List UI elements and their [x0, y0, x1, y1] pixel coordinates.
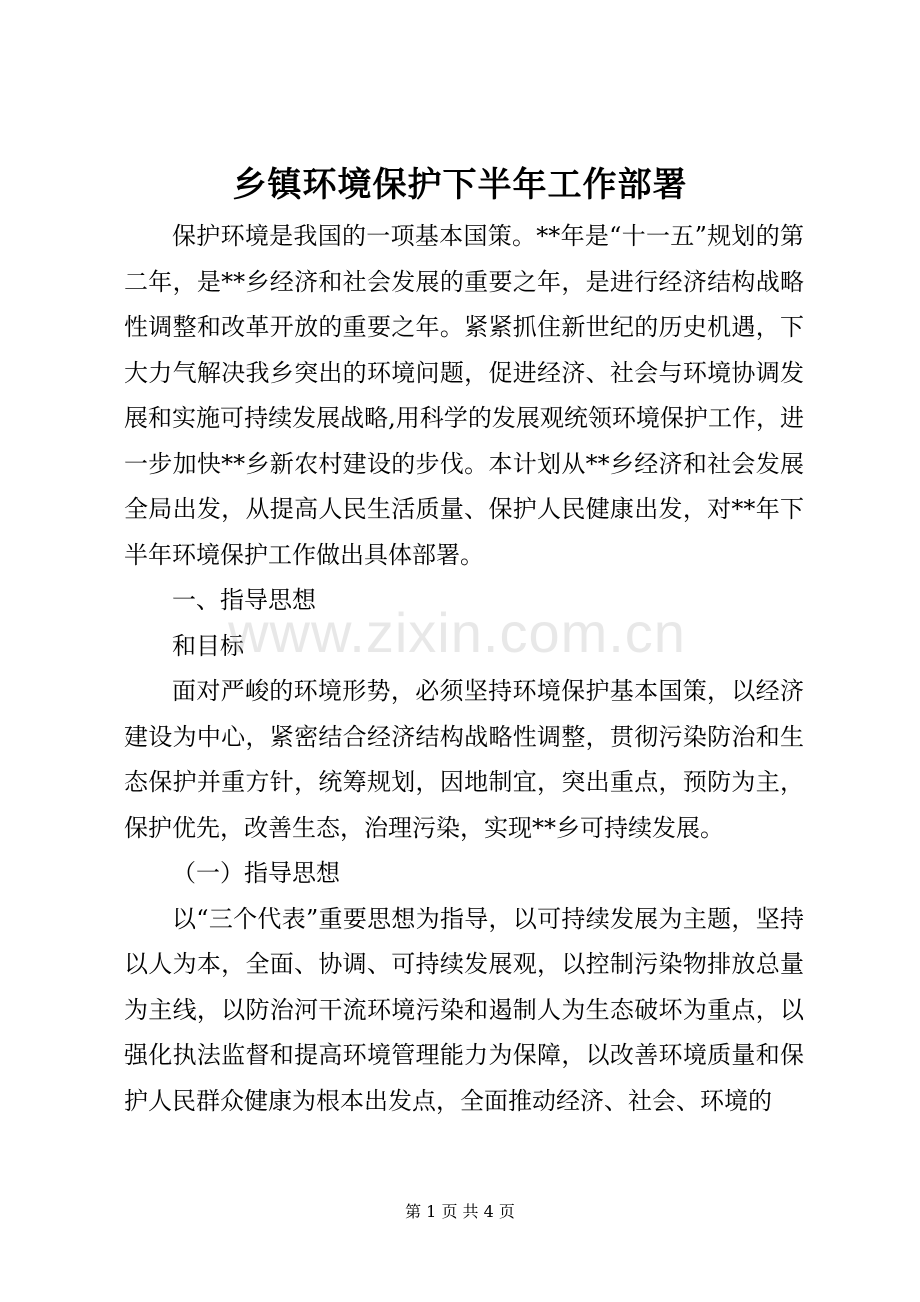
paragraph-three-represents: 以“三个代表”重要思想为指导，以可持续发展为主题，坚持以人为本，全面、协调、可持续发展观，以控制污染物排放总量为主线，以防治河干流环境污染和遏制人为生态破坏为重点，以强化执法监督和提高环境管理能力为保障，以改善环境质量和保护人民群众健康为根本出发点，全面推动经济、社会、环境的 [124, 904, 804, 1115]
subsection-heading-guiding-ideology: （一）指导思想 [172, 859, 340, 887]
paragraph-situation: 面对严峻的环境形势，必须坚持环境保护基本国策，以经济建设为中心，紧密结合经济结构战略性调整，贯彻污染防治和生态保护并重方针，统筹规划，因地制宜，突出重点，预防为主，保护优先，改善生态，治理污染，实现**乡可持续发展。 [124, 677, 804, 842]
document-body [124, 214, 804, 1124]
section-heading-continuation: 和目标 [172, 631, 244, 660]
watermark: www.zixin.com.cn [228, 601, 686, 664]
paragraph-intro: 保护环境是我国的一项基本国策。**年是“十一五”规划的第二年，是**乡经济和社会发展的重要之年，是进行经济结构战略性调整和改革开放的重要之年。紧紧抓住新世纪的历史机遇，下大力气解决我乡突出的环境问题，促进经济、社会与环境协调发展和实施可持续发展战略,用科学的发展观统领环境保护工作，进一步加快**乡新农村建设的步伐。本计划从**乡经济和社会发展全局出发，从提高人民生活质量、保护人民健康出发，对**年下半年环境保护工作做出具体部署。 [124, 222, 804, 569]
section-heading-guiding-ideology: 一、指导思想 [172, 586, 316, 614]
document-title: 乡镇环境保护下半年工作部署 [232, 165, 688, 205]
page-footer: 第 1 页 共 4 页 [405, 1202, 515, 1221]
